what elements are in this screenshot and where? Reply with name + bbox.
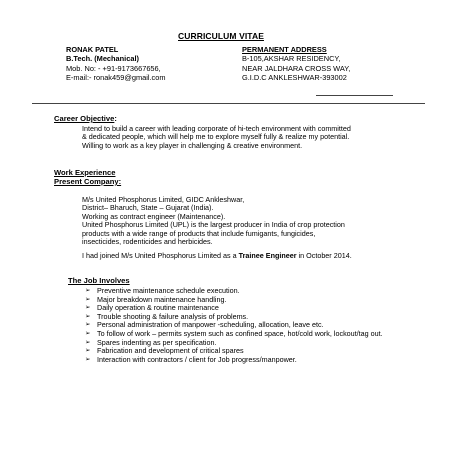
- company-line-3: Working as contract engineer (Maintenance).: [82, 211, 226, 221]
- candidate-mobile: Mob. No: - +91-9173667656,: [66, 63, 161, 73]
- arrow-bullet-icon: ➢: [85, 329, 91, 337]
- objective-line-2: & dedicated people, which will help me to explore myself fully & realize my potential.: [82, 132, 350, 142]
- job-duty-text: Trouble shooting & failure analysis of problems.: [97, 311, 249, 321]
- header-divider: [32, 103, 425, 104]
- work-experience-heading: Work Experience: [54, 168, 116, 177]
- arrow-bullet-icon: ➢: [85, 312, 91, 320]
- arrow-bullet-icon: ➢: [85, 347, 91, 355]
- company-line-2: District– Bharuch, State – Gujarat (India).: [82, 203, 214, 213]
- company-desc-line-3: insecticides, rodenticides and herbicides.: [82, 237, 213, 247]
- job-duty-text: Fabrication and development of critical spares: [97, 346, 244, 356]
- job-duty-text: To follow of work – permits system such as confined space, hot/cold work, lockout/tag out.: [97, 328, 383, 338]
- arrow-bullet-icon: ➢: [85, 355, 91, 363]
- company-line-1: M/s United Phosphorus Limited, GIDC Ankleshwar,: [82, 195, 245, 204]
- candidate-degree: B.Tech. (Mechanical): [66, 54, 139, 64]
- objective-line-3: Willing to work as a key player in challenging & creative environment.: [82, 140, 303, 150]
- company-desc-line-2: products with a wide range of products that include fumigants, fungicides,: [82, 228, 316, 238]
- job-duty-text: Major breakdown maintenance handling.: [97, 294, 227, 304]
- job-duty-text: Daily operation & routine maintenance: [97, 303, 219, 313]
- address-line-1: B-105,AKSHAR RESIDENCY,: [242, 54, 341, 64]
- candidate-block: [66, 45, 166, 82]
- arrow-bullet-icon: ➢: [85, 338, 91, 346]
- address-line-3: G.I.D.C ANKLESHWAR-393002: [242, 72, 347, 82]
- short-divider: [316, 95, 393, 96]
- experience-headings: [54, 168, 121, 186]
- address-heading: PERMANENT ADDRESS: [242, 45, 327, 54]
- job-duty-text: Preventive maintenance schedule execution.: [97, 286, 240, 295]
- job-duty-text: Interaction with contractors / client for Job progress/manpower.: [97, 354, 297, 364]
- joining-role: Trainee Engineer: [238, 251, 297, 260]
- arrow-bullet-icon: ➢: [85, 321, 91, 329]
- arrow-bullet-icon: ➢: [85, 295, 91, 303]
- address-block: [242, 45, 350, 82]
- objective-line-1: Intend to build a career with leading corporate of hi-tech environment with committed: [82, 124, 351, 133]
- joining-text-post: in October 2014.: [296, 251, 352, 260]
- document-title: CURRICULUM VITAE: [178, 31, 264, 41]
- job-involves-heading: The Job Involves: [68, 276, 130, 285]
- company-details: [82, 196, 432, 246]
- present-company-heading: Present Company:: [54, 177, 122, 186]
- objective-text: [82, 125, 432, 150]
- objective-colon: :: [114, 114, 117, 123]
- job-duties-list: [85, 287, 415, 364]
- joining-statement: [82, 252, 432, 260]
- job-duty-item: [85, 356, 415, 365]
- address-line-2: NEAR JALDHARA CROSS WAY,: [242, 63, 351, 73]
- joining-text-pre: I had joined M/s United Phosphorus Limited as a: [82, 251, 239, 260]
- arrow-bullet-icon: ➢: [85, 304, 91, 312]
- candidate-name: RONAK PATEL: [66, 45, 119, 54]
- objective-heading: Career Objective: [54, 114, 115, 123]
- candidate-email: E-mail:- ronak459@gmail.com: [66, 72, 166, 82]
- company-desc-line-1: United Phosphorus Limited (UPL) is the largest producer in India of crop protection: [82, 220, 345, 230]
- job-duty-text: Personal administration of manpower -scheduling, allocation, leave etc.: [97, 320, 324, 330]
- job-duty-text: Spares indenting as per specification.: [97, 337, 217, 347]
- arrow-bullet-icon: ➢: [85, 287, 91, 294]
